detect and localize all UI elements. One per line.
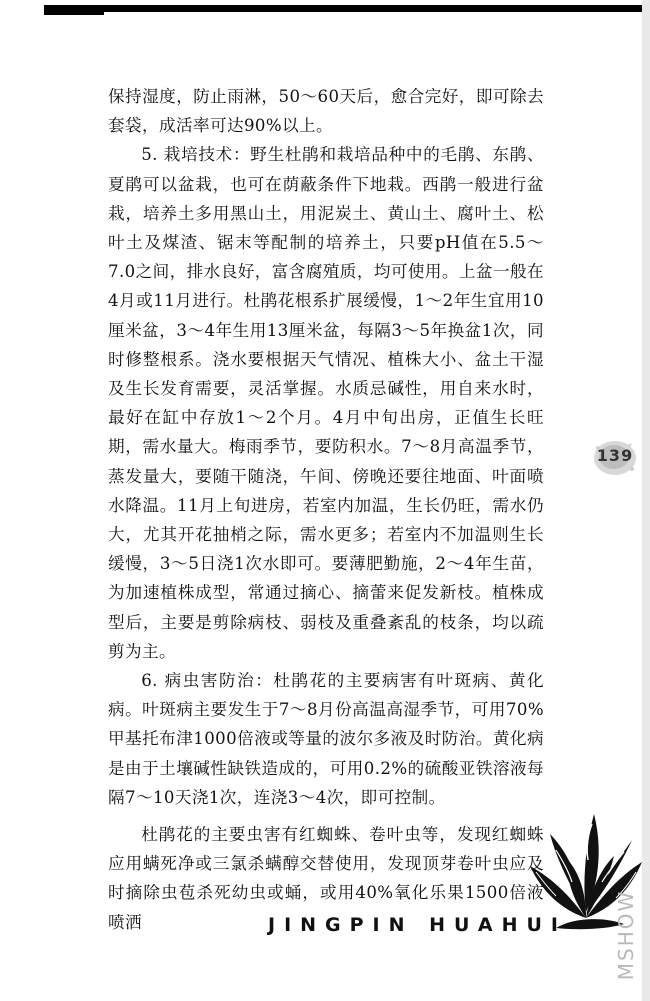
footer-running-title: JINGPIN HUAHUI [268,914,567,936]
paragraph-continuation: 保持湿度，防止雨淋，50～60天后，愈合完好，即可除去套袋，成活率可达90%以上。 [108,87,544,136]
paragraph-pest-control: 6. 病虫害防治：杜鹃花的主要病害有叶斑病、黄化病。叶斑病主要发生于7～8月份高温高湿季节，可用70%甲基托布津1000倍液或等量的波尔多液及时防治。黄化病是由于土壤碱性缺铁造成的，可用0.2%的硫酸亚铁溶液每隔7～10天浇1次，连浇3～4次，即可控制。 [108,671,544,807]
paragraph-insect-pests: 杜鹃花的主要虫害有红蜘蛛、卷叶虫等，发现红蜘蛛应用螨死净或三氯杀螨醇交替使用，发现顶芽卷叶虫应及时摘除虫苞杀死幼虫或蛹，或用40%氧化乐果1500倍液喷洒 [108,825,544,932]
page-number: 139 [596,446,634,465]
watermark-text: MSHOW [614,889,638,981]
paragraph-cultivation: 5. 栽培技术：野生杜鹃和栽培品种中的毛鹃、东鹃、夏鹃可以盆栽，也可在荫蔽条件下地栽。西鹃一般进行盆栽，培养土多用黑山土，用泥炭土、黄山土、腐叶土、松叶土及煤渣、锯末等配制的培养土，只要pH值在5.5～7.0之间，排水良好，富含腐殖质，均可使用。上盆一般在4月或11月进行。杜鹃花根系扩展缓慢，1～2年生宜用10厘米盆，3～4年生用13厘米盆，每隔3～5年换盆1次，同时修整根系。浇水要根据天气情况、植株大小、盆土干湿及生长发育需要，灵活掌握。水质忌碱性，用自来水时，最好在缸中存放1～2个月。4月中旬出房，正值生长旺期，需水量大。梅雨季节，要防积水。7～8月高温季节，蒸发量大，要随干随浇，午间、傍晚还要往地面、叶面喷水降温。11月上旬进房，若室内加温，生长仍旺，需水仍大，尤其开花抽梢之际，需水更多；若室内不加温则生长缓慢，3～5日浇1次水即可。要薄肥勤施，2～4年生苗，为加速植株成型，常通过摘心、摘蕾来促发新枝。植株成型后，主要是剪除病枝、弱枝及重叠紊乱的枝条，均以疏剪为主。 [108,145,544,661]
header-rule [44,5,650,12]
header-rule-accent [44,12,104,15]
watermark [606,880,646,990]
page-number-badge [590,436,640,480]
body-text [108,82,544,937]
